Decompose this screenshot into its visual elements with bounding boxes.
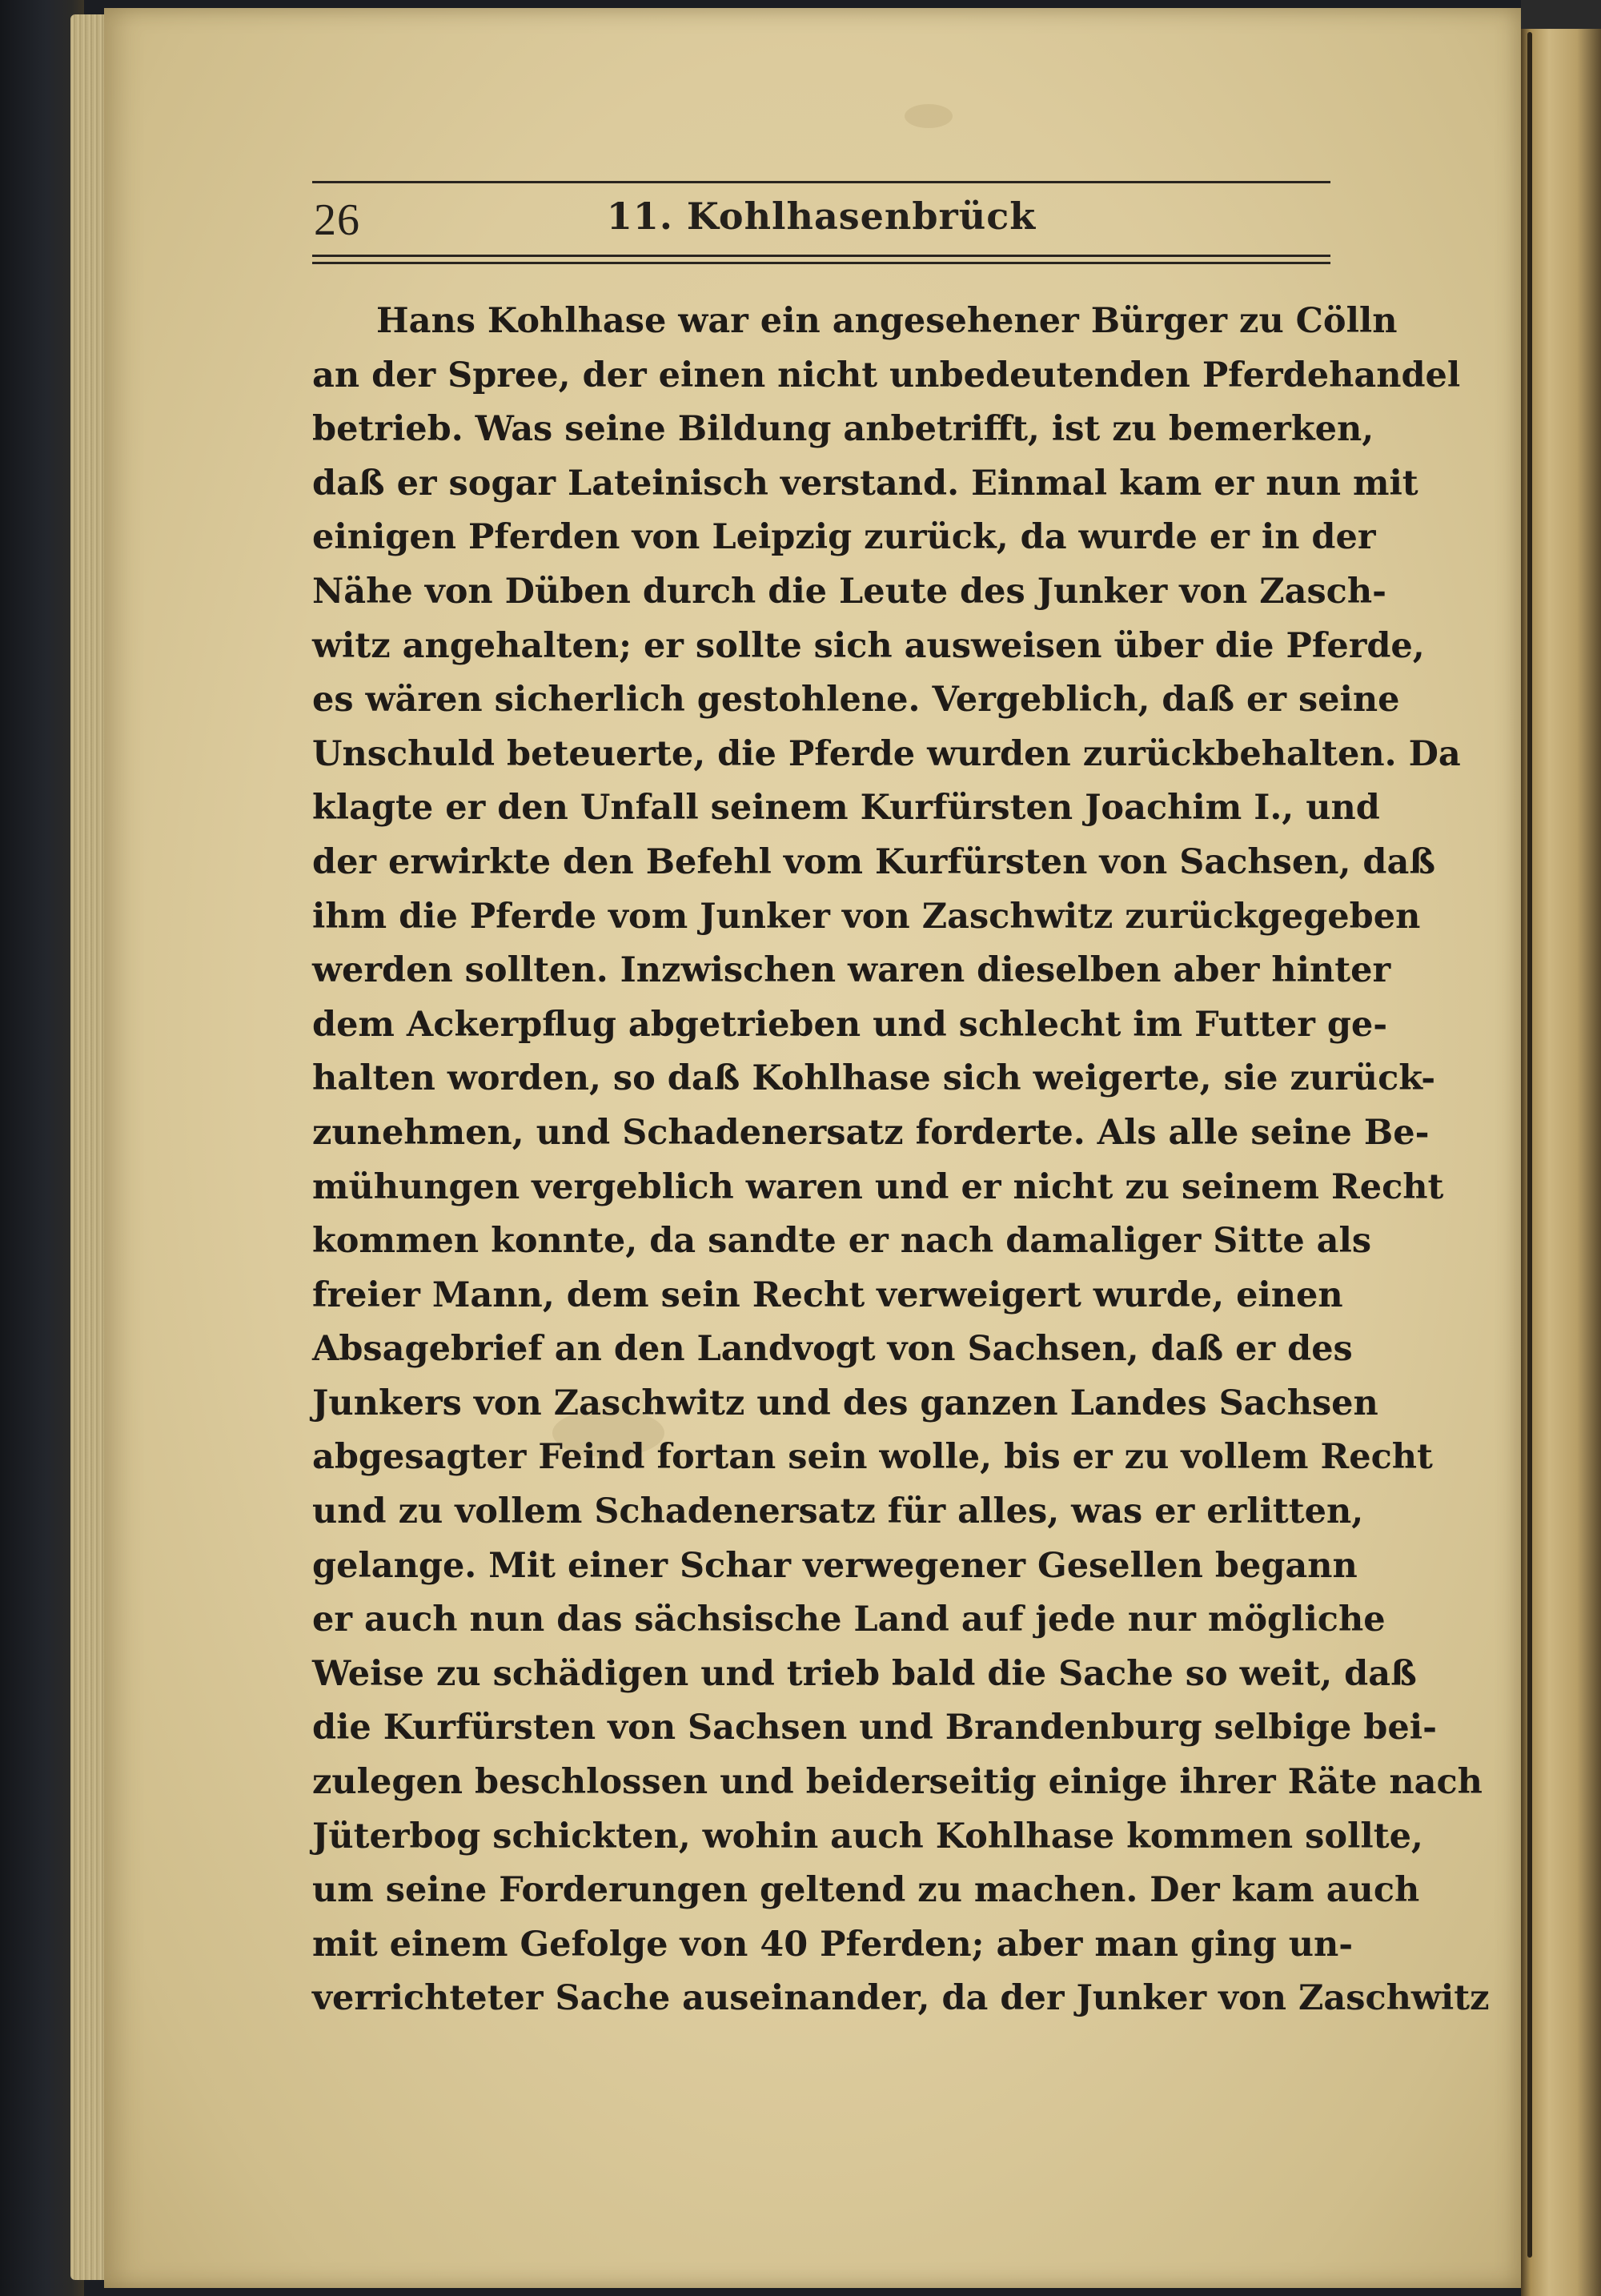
text-line: betrieb. Was seine Bildung anbetrifft, ist zu bemerken, <box>312 409 1374 450</box>
text-line: er auch nun das sächsische Land auf jede nur mögliche <box>312 1600 1386 1640</box>
text-line: werden sollten. Inzwischen waren dieselben aber hinter <box>312 950 1391 991</box>
text-line: Junkers von Zaschwitz und des ganzen Landes Sachsen <box>312 1383 1378 1423</box>
text-line: Jüterbog schickten, wohin auch Kohlhase kommen sollte, <box>312 1816 1423 1856</box>
text-line: die Kurfürsten von Sachsen und Brandenburg selbige bei- <box>312 1708 1437 1748</box>
text-line: Hans Kohlhase war ein angesehener Bürger zu Cölln <box>376 301 1398 341</box>
text-line: Absagebrief an den Landvogt von Sachsen, daß er des <box>312 1329 1353 1370</box>
text-line: kommen konnte, da sandte er nach damaliger Sitte als <box>312 1221 1372 1262</box>
text-line: mit einem Gefolge von 40 Pferden; aber man ging un- <box>312 1924 1354 1965</box>
text-line: Weise zu schädigen und trieb bald die Sache so weit, daß <box>312 1653 1417 1694</box>
text-line: an der Spree, der einen nicht unbedeutenden Pferdehandel <box>312 355 1461 395</box>
text-line: zulegen beschlossen und beiderseitig einige ihrer Räte nach <box>312 1762 1483 1803</box>
text-line: halten worden, so daß Kohlhase sich weigerte, sie zurück- <box>312 1058 1436 1099</box>
text-line: mühungen vergeblich waren und er nicht zu seinem Recht <box>312 1166 1444 1207</box>
text-line: abgesagter Feind fortan sein wolle, bis er zu vollem Recht <box>312 1437 1433 1478</box>
text-line: dem Ackerpflug abgetrieben und schlecht im Futter ge- <box>312 1004 1388 1045</box>
text-line: daß er sogar Lateinisch verstand. Einmal kam er nun mit <box>312 463 1418 504</box>
text-line: Unschuld beteuerte, die Pferde wurden zurückbehalten. Da <box>312 733 1461 774</box>
page-number: 26 <box>314 195 360 245</box>
text-line: Nähe von Düben durch die Leute des Junker von Zasch- <box>312 571 1386 612</box>
text-line: und zu vollem Schadenersatz für alles, was er erlitten, <box>312 1491 1364 1532</box>
paper-stain <box>905 104 953 128</box>
text-line: gelange. Mit einer Schar verwegener Gesellen begann <box>312 1545 1358 1586</box>
adjacent-page-edge <box>1521 0 1601 2296</box>
page-header <box>312 181 1330 255</box>
text-line: klagte er den Unfall seinem Kurfürsten Joachim I., und <box>312 788 1380 829</box>
page-fold <box>1527 32 1532 2258</box>
text-line: einigen Pferden von Leipzig zurück, da wurde er in der <box>312 517 1376 558</box>
text-line: um seine Forderungen geltend zu machen. Der kam auch <box>312 1870 1420 1911</box>
text-line: witz angehalten; er sollte sich ausweisen über die Pferde, <box>312 625 1425 666</box>
text-line: freier Mann, dem sein Recht verweigert wurde, einen <box>312 1274 1343 1315</box>
text-line: verrichteter Sache auseinander, da der Junker von Zaschwitz <box>312 1978 1490 2019</box>
text-line: es wären sicherlich gestohlene. Vergeblich, daß er seine <box>312 680 1400 721</box>
body-text <box>312 295 1490 2026</box>
running-title: 11. Kohlhasenbrück <box>606 195 1037 238</box>
scan-border <box>1521 0 1601 29</box>
text-line: zunehmen, und Schadenersatz forderte. Als alle seine Be- <box>312 1112 1430 1153</box>
text-line: der erwirkte den Befehl vom Kurfürsten von Sachsen, daß <box>312 841 1436 882</box>
text-line: ihm die Pferde vom Junker von Zaschwitz zurückgegeben <box>312 896 1421 937</box>
header-double-rule <box>312 255 1330 264</box>
